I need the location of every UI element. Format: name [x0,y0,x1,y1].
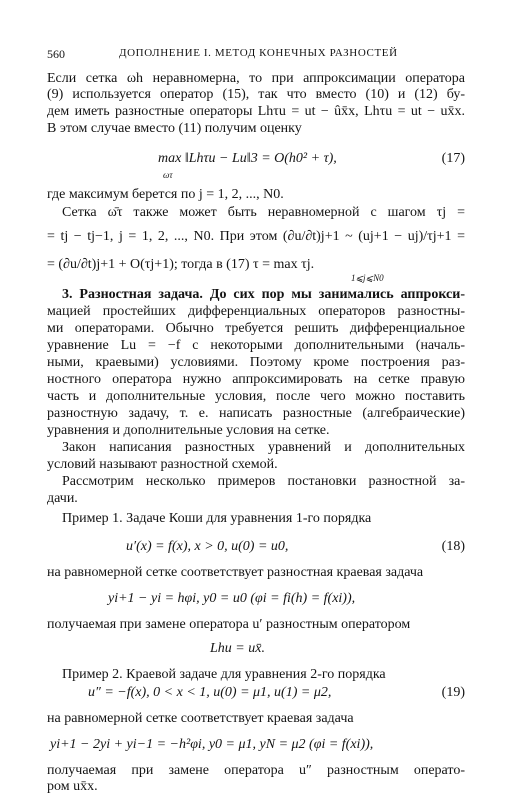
text-line: условий называют разностной схемой. [47,457,278,472]
text-line: разностную задачу, т. е. написать разностные (алгебраические) [47,406,465,421]
text-line: получаемая при замене оператора u′ разностным оператором [47,617,411,632]
example-2-line: Пример 2. Краевой задаче для уравнения 2-го порядка [62,667,386,682]
difference-scheme-2: yi+1 − 2yi + yi−1 = −h²φi, y0 = μ1, yN = μ2 (φi = f(xi)), [50,737,374,752]
formula-18: u′(x) = f(x), x > 0, u(0) = u0, [126,539,289,554]
text-line: Рассмотрим несколько примеров постановки разностной за- [62,474,465,489]
text-line: мацией простейших дифференциальных операторов разностны- [47,304,465,319]
text-line: = (∂u/∂t)j+1 + O(τj+1); тогда в (17) τ = max τj. [47,257,315,272]
formula-17: max ‖Lhτu − Lu‖3 = O(h0² + τ), [158,151,337,166]
running-title: ДОПОЛНЕНИЕ I. МЕТОД КОНЕЧНЫХ РАЗНОСТЕЙ [119,47,398,59]
text-line: уравнения и дополнительные условия на сетке. [47,423,330,438]
equation-label-18: (18) [441,539,465,554]
text-line: часть и дополнительные условия, после чего можно поставить [47,389,465,404]
difference-operator-1: Lhu = ux̄. [210,641,265,656]
section-heading-line: 3. Разностная задача. До сих пор мы занимались аппрокси- [62,287,465,302]
text-line: В этом случае вместо (11) получим оценку [47,121,302,136]
text-line: (9) используется оператор (15), так что вместо (10) и (12) бу- [47,87,465,102]
formula-17-subscript: ωτ [163,170,173,180]
text-line: ром ux̄x. [47,779,98,794]
max-subscript: 1⩽j⩽N0 [351,273,384,283]
text-line: ми операторами. Обычно требуется решить дифференциальное [47,321,465,336]
text-line: на равномерной сетке соответствует краевая задача [47,711,354,726]
text-line: Сетка ω̄τ также может быть неравномерной с шагом τj = [62,205,465,220]
text-line: уравнение Lu = −f с некоторыми дополнительными (началь- [47,338,465,353]
text-line: ными, краевыми) условиями. Поэтому кроме построения раз- [47,355,465,370]
text-line: на равномерной сетке соответствует разностная краевая задача [47,565,424,580]
difference-scheme-1: yi+1 − yi = hφi, y0 = u0 (φi = fi(h) = f(xi)), [108,591,356,606]
formula-19: u″ = −f(x), 0 < x < 1, u(0) = μ1, u(1) = μ2, [88,685,332,700]
text-line: дачи. [47,491,78,506]
equation-label-19: (19) [441,685,465,700]
text-line: Закон написания разностных уравнений и дополнительных [62,440,465,455]
example-1-line: Пример 1. Задаче Коши для уравнения 1-го порядка [62,511,372,526]
equation-label-17: (17) [441,151,465,166]
text-line: где максимум берется по j = 1, 2, ..., N0. [47,187,284,202]
text-line: Если сетка ωh неравномерна, то при аппроксимации оператора [47,71,465,86]
text-line: = tj − tj−1, j = 1, 2, ..., N0. При этом (∂u/∂t)j+1 ~ (uj+1 − uj)/τj+1 = [47,229,465,244]
text-line: дем иметь разностные операторы Lhτu = ut − ûx̄x, Lhτu = ut − ux̄x. [47,104,465,119]
page-number: 560 [47,47,65,61]
text-line: получаемая при замене оператора u″ разностным операто- [47,763,465,778]
text-line: ностного оператора нужно аппроксимировать на сетке правую [47,372,465,387]
